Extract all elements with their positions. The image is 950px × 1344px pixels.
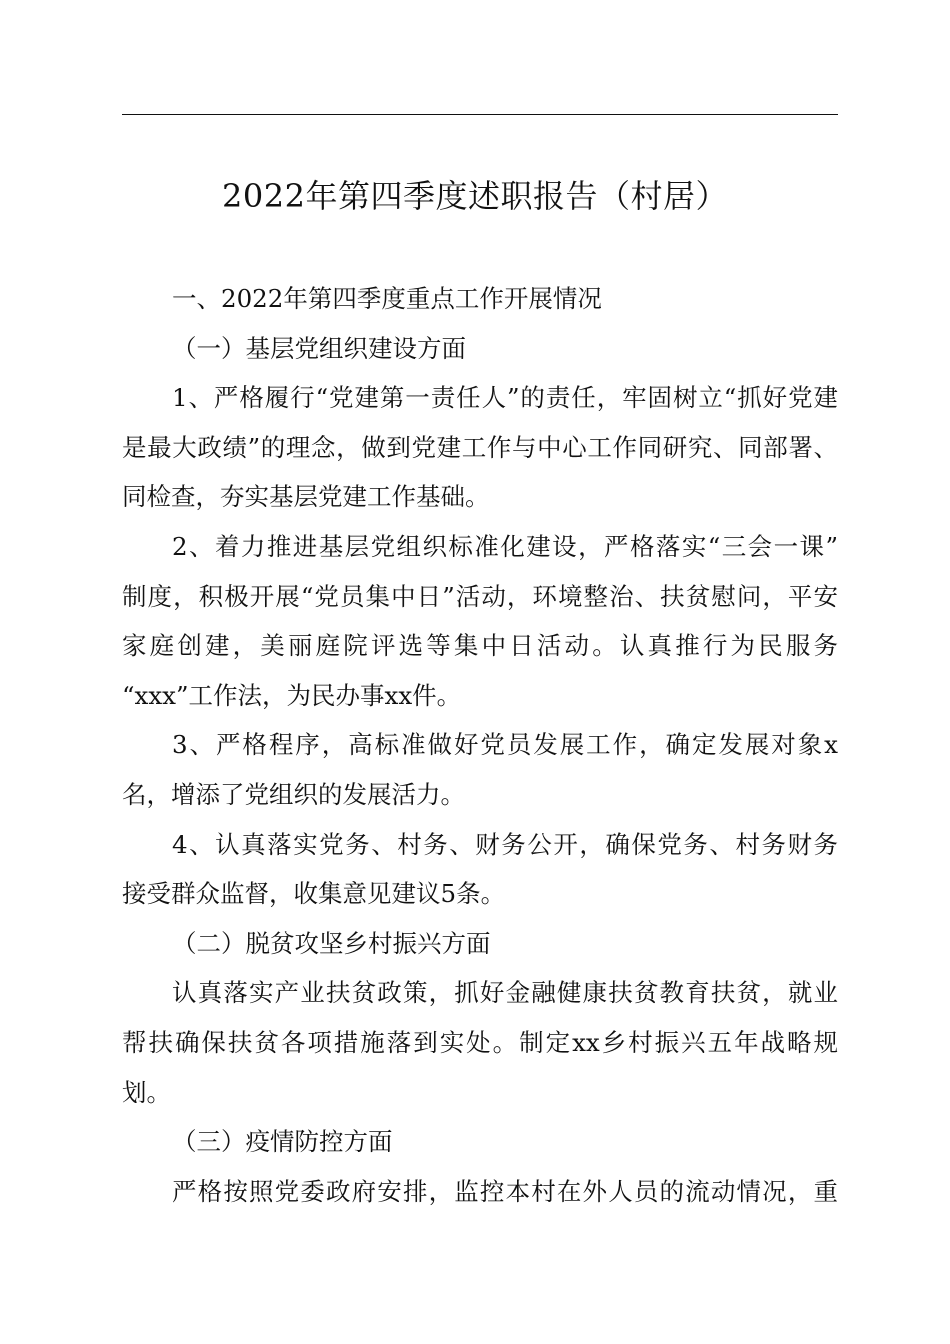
document-body (122, 274, 838, 1216)
paragraph-line: 划。 (122, 1077, 171, 1107)
body-paragraph (122, 820, 838, 919)
body-paragraph (122, 373, 838, 522)
body-paragraph (122, 522, 838, 720)
body-paragraph (122, 1167, 838, 1217)
paragraph-line: 3、严格程序，高标准做好党员发展工作，确定发展对象x (172, 730, 838, 760)
paragraph-line: 1、严格履行“党建第一责任人”的责任，牢固树立“抓好党建 (172, 383, 838, 413)
subsection-heading (122, 324, 838, 374)
paragraph-line: 一、2022年第四季度重点工作开展情况 (172, 284, 602, 313)
paragraph-line: 2、着力推进基层党组织标准化建设，严格落实“三会一课” (172, 531, 838, 561)
paragraph-line: 4、认真落实党务、村务、财务公开，确保党务、村务财务 (172, 829, 838, 859)
paragraph-line: （一）基层党组织建设方面 (172, 333, 466, 363)
paragraph-line: （三）疫情防控方面 (172, 1127, 393, 1157)
paragraph-line: （二）脱贫攻坚乡村振兴方面 (172, 928, 491, 958)
subsection-heading (122, 1117, 838, 1167)
paragraph-line: 同检查，夯实基层党建工作基础。 (122, 482, 490, 512)
paragraph-line: 严格按照党委政府安排，监控本村在外人员的流动情况，重 (172, 1176, 838, 1206)
section-heading (122, 274, 838, 324)
paragraph-line: 帮扶确保扶贫各项措施落到实处。制定xx乡村振兴五年战略规 (122, 1027, 838, 1057)
subsection-heading (122, 919, 838, 969)
paragraph-line: 认真落实产业扶贫政策，抓好金融健康扶贫教育扶贫，就业 (172, 978, 838, 1008)
paragraph-line: 制度，积极开展“党员集中日”活动，环境整治、扶贫慰问，平安 (122, 581, 838, 611)
document-title: 2022年第四季度述职报告（村居） (222, 177, 728, 215)
header-rule (122, 114, 838, 115)
paragraph-line: 是最大政绩”的理念，做到党建工作与中心工作同研究、同部署、 (122, 432, 838, 462)
paragraph-line: “xxx”工作法，为民办事xx件。 (122, 680, 462, 710)
body-paragraph (122, 968, 838, 1117)
paragraph-line: 接受群众监督，收集意见建议5条。 (122, 879, 506, 909)
body-paragraph (122, 720, 838, 819)
paragraph-line: 家庭创建，美丽庭院评选等集中日活动。认真推行为民服务 (122, 631, 838, 661)
paragraph-line: 名，增添了党组织的发展活力。 (122, 779, 465, 809)
